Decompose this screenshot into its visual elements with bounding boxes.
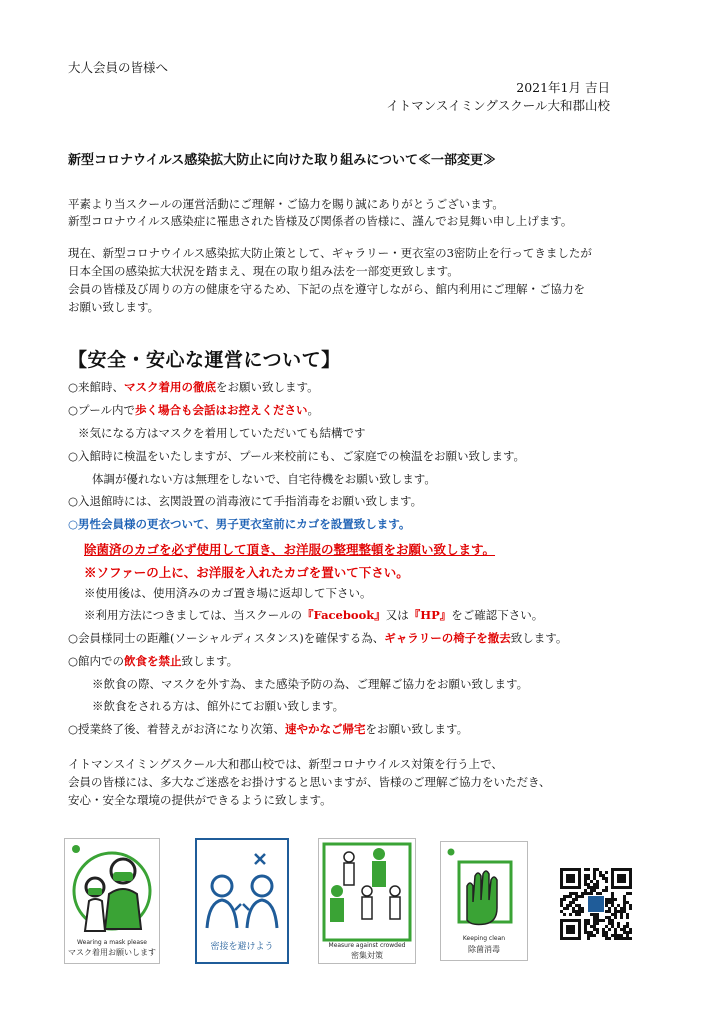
rule-note: ※飲食の際、マスクを外す為、また感染予防の為、ご理解ご協力をお願い致します。 (92, 677, 529, 691)
rule-item: ○入館時に検温をいたしますが、プール来校前にも、ご家庭での検温をお願い致します。 (68, 449, 526, 463)
date: 2021年1月 吉日 (516, 80, 610, 95)
intro-line: 新型コロナウイルス感染症に罹患された皆様及び関係者の皆様に、謹んでお見舞い申し上げます。 (68, 214, 573, 228)
crowd-sign-jp: 密集対策 (351, 951, 383, 960)
rule-note: ※使用後は、使用済みのカゴ置き場に返却して下さい。 (84, 586, 372, 600)
document-title: 新型コロナウイルス感染拡大防止に向けた取り組みについて≪一部変更≫ (68, 153, 496, 168)
notice-line: お願い致します。 (68, 300, 160, 314)
mask-sign-icon (64, 838, 160, 964)
rule-highlight: ※ソファーの上に、お洋服を入れたカゴを置いて下さい。 (84, 565, 409, 580)
sanitize-sign-icon (440, 841, 528, 961)
qr-code[interactable] (560, 868, 632, 940)
mask-sign-en: Wearing a mask please (77, 939, 147, 946)
mask-sign-jp: マスク着用お願いします (68, 948, 156, 957)
closing-line: イトマンスイミングスクール大和郡山校では、新型コロナウイルス対策を行う上で、 (68, 757, 503, 771)
notice-line: 現在、新型コロナウイルス感染拡大防止策として、ギャラリー・更衣室の3密防止を行ってきましたが (68, 246, 592, 260)
rule-item: ○プール内で歩く場合も会話はお控えください。 (68, 403, 319, 417)
rule-note: ※利用方法につきましては、当スクールの『Facebook』又は『HP』をご確認下さい。 (84, 608, 544, 622)
crowd-sign-en: Measure against crowded (328, 942, 406, 949)
rule-item: ○授業終了後、着替えがお済になり次第、速やかなご帰宅をお願い致します。 (68, 722, 469, 736)
rule-item: ○来館時、マスク着用の徹底をお願い致します。 (68, 380, 319, 394)
rule-item: ○館内での飲食を禁止致します。 (68, 654, 239, 668)
rule-item: ○会員様同士の距離(ソーシャルディスタンス)を確保する為、ギャラリーの椅子を撤去致します。 (68, 631, 568, 645)
intro-line: 平素より当スクールの運営活動にご理解・ご協力を賜り誠にありがとうございます。 (68, 197, 504, 211)
notice-line: 会員の皆様及び周りの方の健康を守るため、下記の点を遵守しながら、館内利用にご理解・ご協力を (68, 282, 586, 296)
rule-item-cont: 体調が優れない方は無理をしないで、自宅待機をお願い致します。 (92, 472, 436, 486)
avoid-contact-icon (195, 838, 289, 964)
rule-note: ※飲食をされる方は、館外にてお願い致します。 (92, 699, 345, 713)
salutation: 大人会員の皆様へ (68, 60, 169, 75)
closing-line: 会員の皆様には、多大なご迷惑をお掛けすると思いますが、皆様のご理解ご協力をいただき、 (68, 775, 551, 789)
notice-line: 日本全国の感染拡大状況を踏まえ、現在の取り組み法を一部変更致します。 (68, 264, 459, 278)
avoid-contact-label: 密接を避けよう (210, 942, 274, 952)
rule-note: ※気になる方はマスクを着用していただいても結構です (78, 426, 366, 440)
crowd-sign-icon (318, 838, 416, 964)
rule-highlight: 除菌済のカゴを必ず使用して頂き、お洋服の整理整頓をお願い致します。 (84, 542, 496, 557)
sanitize-sign-en: Keeping clean (462, 935, 506, 942)
sanitize-sign-jp: 除菌消毒 (468, 945, 500, 954)
safety-icons (60, 838, 660, 966)
section-title: 【安全・安心な運営について】 (68, 349, 341, 371)
closing-line: 安心・安全な環境の提供ができるように致します。 (68, 793, 332, 807)
rule-item: ○男性会員様の更衣ついて、男子更衣室前にカゴを設置致します。 (68, 517, 411, 531)
rule-item: ○入退館時には、玄関設置の消毒液にて手指消毒をお願い致します。 (68, 494, 423, 508)
school-name: イトマンスイミングスクール大和郡山校 (386, 98, 610, 113)
